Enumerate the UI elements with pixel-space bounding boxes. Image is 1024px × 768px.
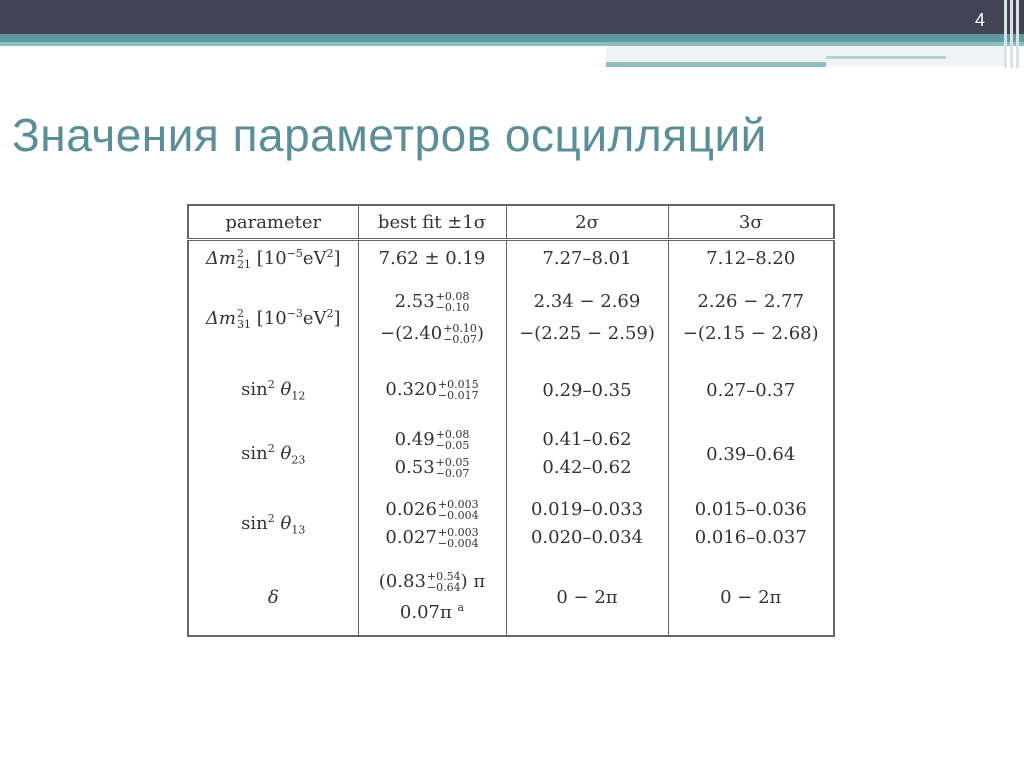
- two-sigma-cell: 0.019–0.033 0.020–0.034: [506, 489, 668, 559]
- header-best-fit: best fit ±1σ: [358, 205, 506, 240]
- two-sigma-cell: 2.34 − 2.69 −(2.25 − 2.59): [506, 275, 668, 361]
- oscillation-parameters-table: [187, 204, 835, 637]
- three-sigma-cell: 0.27–0.37: [706, 379, 796, 401]
- two-sigma-cell: 0.41–0.62 0.42–0.62: [506, 419, 668, 489]
- table-row: [188, 361, 834, 419]
- table-row: [188, 240, 834, 276]
- best-fit-cell: 2.53 +0.08 −0.10 −(2.40 +0.10 −0.07 ): [358, 275, 506, 361]
- param-cell: Δm 2 21 $[10^{-5}eV^2]$: [188, 240, 358, 276]
- param-cell: Δm 2 31 $[10^{-3}eV^2]$: [188, 275, 358, 361]
- table-row: [188, 489, 834, 559]
- three-sigma-cell: 0 − 2π: [720, 586, 782, 608]
- three-sigma-cell: 2.26 − 2.77 −(2.15 − 2.68): [682, 291, 819, 344]
- best-fit-cell: (0.83 +0.54 −0.64 ) π 0.07π $^a$: [358, 559, 506, 636]
- header-parameter: parameter: [188, 205, 358, 240]
- decor-vline: [1004, 0, 1007, 68]
- best-fit-cell: 0.026 +0.003 −0.004 0.027 +0.003 −0.004: [358, 489, 506, 559]
- three-sigma-cell: 7.12–8.20: [706, 247, 796, 269]
- decor-vline: [1010, 0, 1013, 68]
- table-row: [188, 419, 834, 489]
- param-cell: $\sin^2 \theta_{13}$: [188, 489, 358, 559]
- table-row: [188, 559, 834, 636]
- param-cell: $\sin^2 \theta_{23}$: [188, 419, 358, 489]
- header-2sigma: 2σ: [506, 205, 668, 240]
- two-sigma-cell: 0.29–0.35: [506, 361, 668, 419]
- decor-line-thin: [826, 56, 946, 59]
- three-sigma-cell: 0.015–0.036 0.016–0.037: [694, 499, 807, 548]
- best-fit-cell: 0.49 +0.08 −0.05 0.53 +0.05 −0.07: [358, 419, 506, 489]
- table-header-row: [188, 205, 834, 240]
- param-cell: δ: [188, 559, 358, 636]
- best-fit-cell: 7.62 ± 0.19: [358, 240, 506, 276]
- two-sigma-cell: 0 − 2π: [506, 559, 668, 636]
- two-sigma-cell: 7.27–8.01: [506, 240, 668, 276]
- footnote-marker: a: [457, 600, 465, 614]
- table-row: [188, 275, 834, 361]
- three-sigma-cell: 0.39–0.64: [706, 443, 796, 465]
- slide-title: Значения параметров осцилляций: [12, 109, 767, 161]
- header-3sigma: 3σ: [668, 205, 834, 240]
- header-bar: [0, 0, 1024, 34]
- decor-line: [606, 62, 826, 67]
- param-cell: $\sin^2 \theta_{12}$: [188, 361, 358, 419]
- slide-number: 4: [975, 10, 986, 30]
- accent-stripe: [0, 34, 1024, 42]
- decor-vline: [1016, 0, 1019, 68]
- best-fit-cell: 0.320 +0.015 −0.017: [358, 361, 506, 419]
